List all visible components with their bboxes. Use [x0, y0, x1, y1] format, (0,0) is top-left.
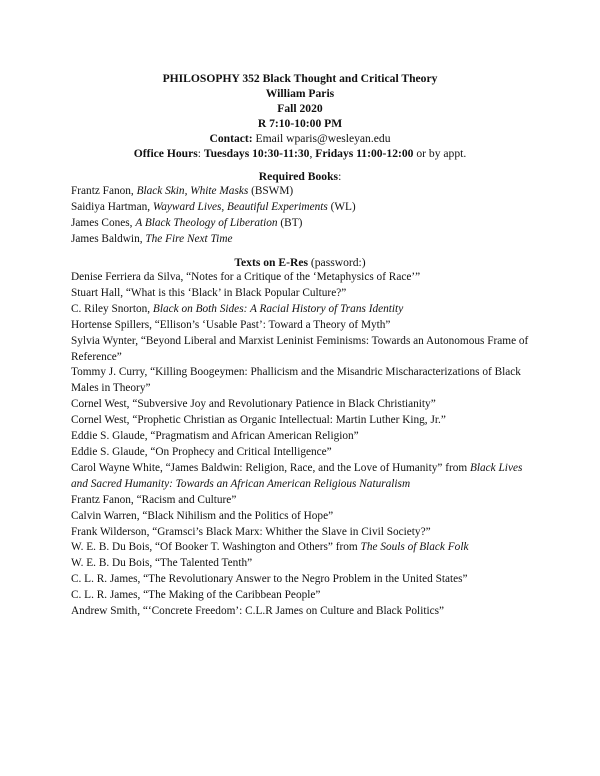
course-title: PHILOSOPHY 352 Black Thought and Critical Theory	[162, 72, 438, 85]
book-item	[71, 200, 541, 216]
reading-item	[71, 588, 541, 604]
citation-abbrev: (WL)	[327, 200, 356, 213]
citation-text: Andrew Smith, “‘Concrete Freedom’: C.L.R James on Culture and Black Politics”	[71, 605, 445, 618]
book-item	[71, 216, 541, 232]
citation-title: The Souls of Black Folk	[360, 541, 469, 554]
citation-text: W. E. B. Du Bois, “The Talented Tenth”	[71, 557, 253, 570]
citation-text: C. L. R. James, “The Making of the Caribbean People”	[71, 589, 321, 602]
citation-text: Cornel West, “Prophetic Christian as Organic Intellectual: Martin Luther King, Jr.”	[71, 414, 446, 427]
contact-label: Contact:	[209, 132, 253, 145]
citation-text: Frantz Fanon, “Racism and Culture”	[71, 493, 237, 506]
book-item	[71, 184, 541, 200]
reading-item	[71, 318, 541, 334]
citation-text: Saidiya Hartman,	[71, 200, 153, 213]
office-hours-label: Office Hours	[133, 147, 198, 160]
reading-item	[71, 270, 541, 286]
citation-abbrev: (BT)	[277, 216, 303, 229]
citation-title: Black Lives and Sacred Humanity: Towards an African American Religious Naturalism	[71, 461, 523, 490]
office-hours-line: Office Hours: Tuesdays 10:30-11:30, Fridays 11:00-12:00 or by appt.	[133, 147, 467, 160]
reading-item	[71, 365, 541, 397]
contact-email: Email wparis@wesleyan.edu	[252, 132, 391, 145]
citation-text: Denise Ferriera da Silva, “Notes for a Critique of the ‘Metaphysics of Race’”	[71, 271, 421, 283]
reading-item	[71, 509, 541, 525]
reading-item	[71, 461, 541, 493]
required-books-heading: Required Books:	[258, 170, 342, 183]
contact-line	[0, 131, 600, 146]
citation-title: Black Skin, White Masks	[136, 185, 249, 197]
citation-text: Sylvia Wynter, “Beyond Liberal and Marxist Leninist Feminisms: Towards an Autonomous Frame of Reference”	[71, 334, 529, 363]
citation-text: Eddie S. Glaude, “On Prophecy and Critical Intelligence”	[71, 445, 332, 458]
reading-item	[71, 604, 541, 620]
course-header	[0, 71, 600, 161]
citation-title: Wayward Lives, Beautiful Experiments	[152, 200, 328, 213]
citation-text: Frantz Fanon,	[71, 185, 137, 197]
office-hours-tail: or by appt.	[413, 147, 467, 160]
reading-item	[71, 556, 541, 572]
citation-text: James Cones,	[71, 216, 136, 229]
course-term: Fall 2020	[277, 102, 323, 115]
citation-text: C. Riley Snorton,	[71, 302, 153, 315]
citation-text: Tommy J. Curry, “Killing Boogeymen: Phallicism and the Misandric Mischaracterizations of Black Males in Theory”	[71, 366, 521, 395]
citation-text: Hortense Spillers, “Ellison’s ‘Usable Past’: Toward a Theory of Myth”	[71, 318, 391, 331]
citation-text: James Baldwin,	[71, 232, 146, 245]
citation-abbrev: (BSWM)	[248, 185, 294, 197]
office-hours-friday: Fridays 11:00-12:00	[315, 147, 414, 160]
reading-item	[71, 445, 541, 461]
eres-heading: Texts on E-Res (password:)	[234, 256, 366, 269]
citation-text: Frank Wilderson, “Gramsci’s Black Marx: Whither the Slave in Civil Society?”	[71, 525, 431, 538]
meeting-time: R 7:10-10:00 PM	[257, 117, 343, 130]
reading-item	[71, 286, 541, 302]
reading-item	[71, 572, 541, 588]
office-hours-tuesday: Tuesdays 10:30-11:30	[203, 147, 310, 160]
instructor-name: William Paris	[265, 87, 335, 100]
reading-item	[71, 397, 541, 413]
reading-item	[71, 525, 541, 541]
reading-item	[71, 429, 541, 445]
citation-text: Stuart Hall, “What is this ‘Black’ in Black Popular Culture?”	[71, 286, 347, 299]
citation-title: Black on Both Sides: A Racial History of Trans Identity	[152, 302, 404, 315]
citation-text: Eddie S. Glaude, “Pragmatism and African American Religion”	[71, 430, 359, 443]
reading-item	[71, 334, 541, 366]
reading-item	[71, 413, 541, 429]
book-item	[71, 232, 541, 248]
reading-item	[71, 302, 541, 318]
citation-text: Cornel West, “Subversive Joy and Revolutionary Patience in Black Christianity”	[71, 398, 436, 411]
citation-title: A Black Theology of Liberation	[135, 216, 278, 229]
eres-reading-list	[71, 270, 541, 620]
citation-text: W. E. B. Du Bois, “Of Booker T. Washington and Others” from	[71, 541, 361, 554]
reading-item	[71, 540, 541, 556]
citation-text: C. L. R. James, “The Revolutionary Answer to the Negro Problem in the United States”	[71, 573, 468, 586]
citation-text: Carol Wayne White, “James Baldwin: Religion, Race, and the Love of Humanity” from	[71, 461, 470, 474]
citation-title: The Fire Next Time	[145, 232, 233, 245]
required-books-list	[71, 184, 541, 248]
citation-text: Calvin Warren, “Black Nihilism and the Politics of Hope”	[71, 509, 334, 522]
reading-item	[71, 493, 541, 509]
